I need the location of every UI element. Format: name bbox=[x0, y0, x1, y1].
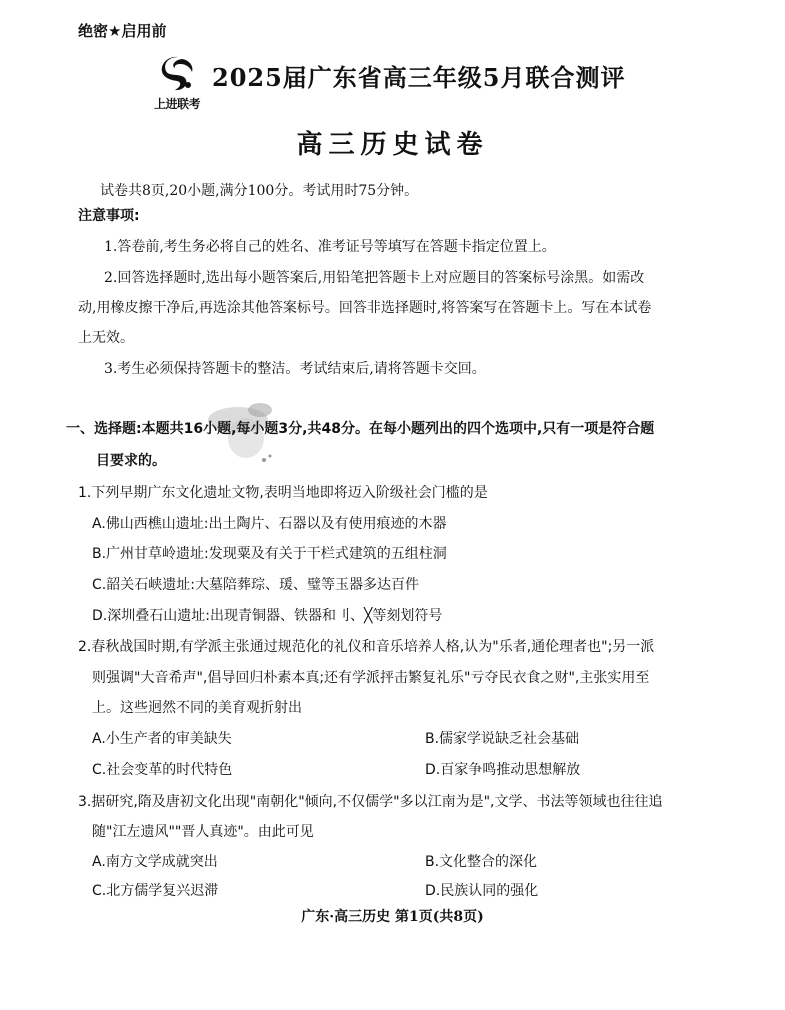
q1-option-c: C.韶关石峡遗址:大墓陪葬琮、瑗、璧等玉器多达百件 bbox=[92, 577, 419, 593]
q1-option-b: B.广州甘草岭遗址:发现粟及有关于干栏式建筑的五组柱洞 bbox=[92, 546, 447, 562]
q2-stem-line-2: 则强调"大音希声",倡导回归朴素本真;还有学派抨击繁复礼乐"亏夺民衣食之财",主张实用至 bbox=[92, 670, 650, 686]
note-2-line-3: 上无效。 bbox=[78, 330, 134, 346]
q2-option-a: A.小生产者的审美缺失 bbox=[92, 731, 232, 747]
confidential-label: 绝密★启用前 bbox=[78, 22, 167, 40]
note-2-line-2: 动,用橡皮擦干净后,再选涂其他答案标号。回答非选择题时,将答案写在答题卡上。写在本试卷 bbox=[78, 300, 652, 316]
q3-option-a: A.南方文学成就突出 bbox=[92, 854, 218, 870]
note-2-line-1: 2.回答选择题时,选出每小题答案后,用铅笔把答题卡上对应题目的答案标号涂黑。如需改 bbox=[104, 270, 645, 286]
exam-summary: 试卷共8页,20小题,满分100分。考试用时75分钟。 bbox=[100, 183, 419, 199]
q1-option-d: D.深圳叠石山遗址:出现青铜器、铁器和刂、╳等刻划符号 bbox=[92, 608, 443, 624]
section1-heading-line-1: 一、选择题:本题共16小题,每小题3分,共48分。在每小题列出的四个选项中,只有一项是符合题 bbox=[66, 421, 655, 437]
q2-stem-line-1: 2.春秋战国时期,有学派主张通过规范化的礼仪和音乐培养人格,认为"乐者,通伦理者也";另一派 bbox=[78, 639, 655, 655]
note-1: 1.答卷前,考生务必将自己的姓名、准考证号等填写在答题卡指定位置上。 bbox=[104, 239, 556, 255]
q3-option-b: B.文化整合的深化 bbox=[425, 854, 538, 870]
q2-option-d: D.百家争鸣推动思想解放 bbox=[425, 762, 581, 778]
q3-option-d: D.民族认同的强化 bbox=[425, 883, 539, 899]
q1-option-a: A.佛山西樵山遗址:出土陶片、石器以及有使用痕迹的木器 bbox=[92, 516, 447, 532]
note-3: 3.考生必须保持答题卡的整洁。考试结束后,请将答题卡交回。 bbox=[104, 361, 486, 377]
q3-option-c: C.北方儒学复兴迟滞 bbox=[92, 883, 219, 899]
exam-logo bbox=[146, 54, 208, 114]
q3-stem-line-2: 随"江左遗风""晋人真迹"。由此可见 bbox=[92, 824, 314, 840]
page-footer: 广东·高三历史 第1页(共8页) bbox=[301, 909, 484, 925]
logo-text: 上进联考 bbox=[153, 97, 200, 111]
notes-heading: 注意事项: bbox=[78, 208, 140, 224]
q3-stem-line-1: 3.据研究,隋及唐初文化出现"南朝化"倾向,不仅儒学"多以江南为是",文学、书法等领域也往往追 bbox=[78, 794, 663, 810]
subject-title: 高三历史试卷 bbox=[296, 130, 489, 160]
q2-option-b: B.儒家学说缺乏社会基础 bbox=[425, 731, 580, 747]
logo-swirl-icon bbox=[158, 54, 198, 94]
q2-stem-line-3: 上。这些迥然不同的美育观折射出 bbox=[92, 700, 302, 716]
section1-heading-line-2: 目要求的。 bbox=[96, 453, 166, 469]
q1-stem: 1.下列早期广东文化遗址文物,表明当地即将迈入阶级社会门槛的是 bbox=[78, 485, 488, 501]
q2-option-c: C.社会变革的时代特色 bbox=[92, 762, 233, 778]
exam-title: 2025届广东省高三年级5月联合测评 bbox=[212, 63, 626, 92]
